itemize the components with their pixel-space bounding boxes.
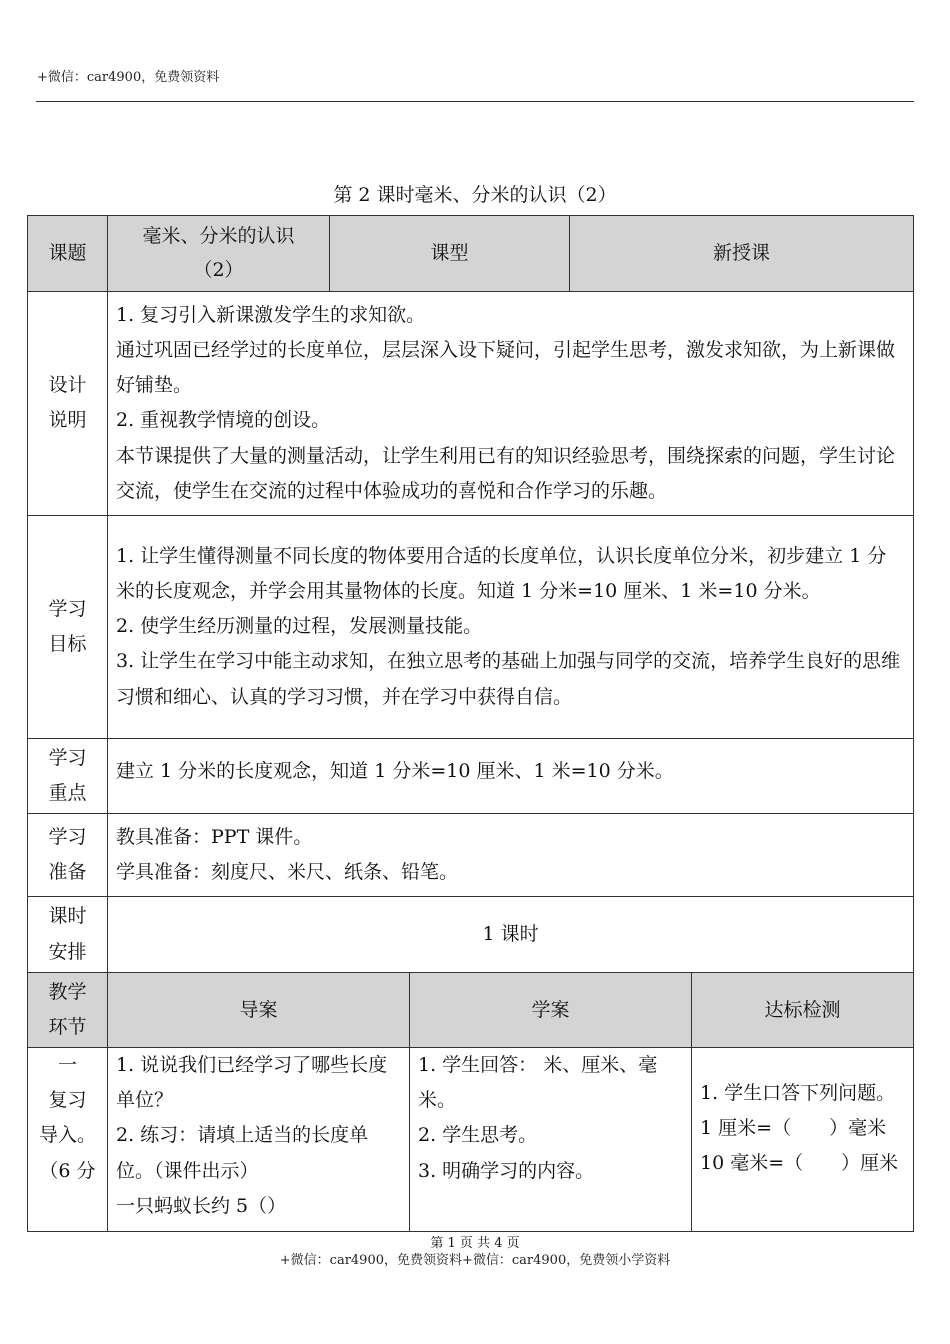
design-content bbox=[108, 292, 914, 516]
design-paragraph: 2. 重视教学情境的创设。 bbox=[116, 409, 331, 432]
check-header: 达标检测 bbox=[692, 973, 914, 1048]
lesson-plan-table bbox=[27, 215, 914, 1232]
steps-header-row bbox=[28, 973, 914, 1048]
guide-header: 导案 bbox=[108, 973, 410, 1048]
goal-paragraph: 1. 让学生懂得测量不同长度的物体要用合适的长度单位，认识长度单位分米，初步建立 1 分米的长度观念，并学会用其量物体的长度。知道 1 分米=10 厘米、1 米=10 分米。 bbox=[116, 544, 887, 603]
type-label: 课型 bbox=[330, 216, 570, 292]
goals-row bbox=[28, 515, 914, 738]
guide-line: 2. 练习：请填上适当的长度单位。（课件出示） bbox=[116, 1124, 369, 1182]
review-row bbox=[28, 1048, 914, 1232]
time-row bbox=[28, 897, 914, 973]
goals-label: 学习 目标 bbox=[28, 515, 108, 738]
study-header: 学案 bbox=[410, 973, 692, 1048]
check-line: 1 厘米=（ ）毫米 bbox=[700, 1117, 887, 1140]
design-paragraph: 1. 复习引入新课激发学生的求知欲。 bbox=[116, 304, 426, 326]
topic-row bbox=[28, 216, 914, 292]
topic-label: 课题 bbox=[28, 216, 108, 292]
prep-content bbox=[108, 813, 914, 896]
key-content: 建立 1 分米的长度观念，知道 1 分米=10 厘米、1 米=10 分米。 bbox=[108, 738, 914, 813]
study-line: 2. 学生思考。 bbox=[418, 1124, 538, 1147]
review-study bbox=[410, 1048, 692, 1232]
type-value: 新授课 bbox=[570, 216, 914, 292]
review-check bbox=[692, 1048, 914, 1232]
time-value: 1 课时 bbox=[108, 897, 914, 973]
goal-paragraph: 2. 使学生经历测量的过程，发展测量技能。 bbox=[116, 615, 483, 638]
study-line: 3. 明确学习的内容。 bbox=[418, 1159, 595, 1182]
check-line: 1. 学生口答下列问题。 bbox=[700, 1082, 896, 1105]
goals-content bbox=[108, 515, 914, 738]
time-label: 课时 安排 bbox=[28, 897, 108, 973]
study-line: 1. 学生回答： 米、厘米、毫米。 bbox=[418, 1054, 658, 1112]
design-label: 设计 说明 bbox=[28, 292, 108, 516]
footer-note: +微信：car4900，免费领资料+微信：car4900，免费领小学资料 bbox=[279, 1253, 671, 1268]
design-paragraph: 本节课提供了大量的测量活动，让学生利用已有的知识经验思考，围绕探索的问题，学生讨论交流，使学生在交流的过程中体验成功的喜悦和合作学习的乐趣。 bbox=[116, 444, 896, 502]
prep-line: 学具准备：刻度尺、米尺、纸条、铅笔。 bbox=[116, 860, 459, 883]
guide-line: 1. 说说我们已经学习了哪些长度单位？ bbox=[116, 1054, 388, 1112]
goal-paragraph: 3. 让学生在学习中能主动求知，在独立思考的基础上加强与同学的交流，培养学生良好的思维习惯和细心、认真的学习习惯，并在学习中获得自信。 bbox=[116, 650, 901, 708]
page-number: 第 1 页 共 4 页 bbox=[430, 1236, 520, 1251]
steps-label: 教学 环节 bbox=[28, 973, 108, 1048]
key-row bbox=[28, 738, 914, 813]
guide-line: 一只蚂蚁长约 5（） bbox=[116, 1194, 287, 1217]
design-paragraph: 通过巩固已经学过的长度单位，层层深入设下疑问，引起学生思考，激发求知欲，为上新课做好铺垫。 bbox=[116, 339, 896, 397]
review-guide bbox=[108, 1048, 410, 1232]
prep-row bbox=[28, 813, 914, 896]
header-divider bbox=[36, 101, 914, 102]
header-note: +微信：car4900，免费领资料 bbox=[37, 70, 220, 85]
prep-label: 学习 准备 bbox=[28, 813, 108, 896]
topic-value: 毫米、分米的认识 （2） bbox=[108, 216, 330, 292]
check-line: 10 毫米=（ ）厘米 bbox=[700, 1152, 899, 1175]
lesson-title: 第 2 课时毫米、分米的认识（2） bbox=[333, 184, 617, 206]
review-label: 一 复习 导入。 （6 分 bbox=[28, 1048, 108, 1232]
design-row bbox=[28, 292, 914, 516]
prep-line: 教具准备：PPT 课件。 bbox=[116, 825, 313, 848]
key-label: 学习 重点 bbox=[28, 738, 108, 813]
